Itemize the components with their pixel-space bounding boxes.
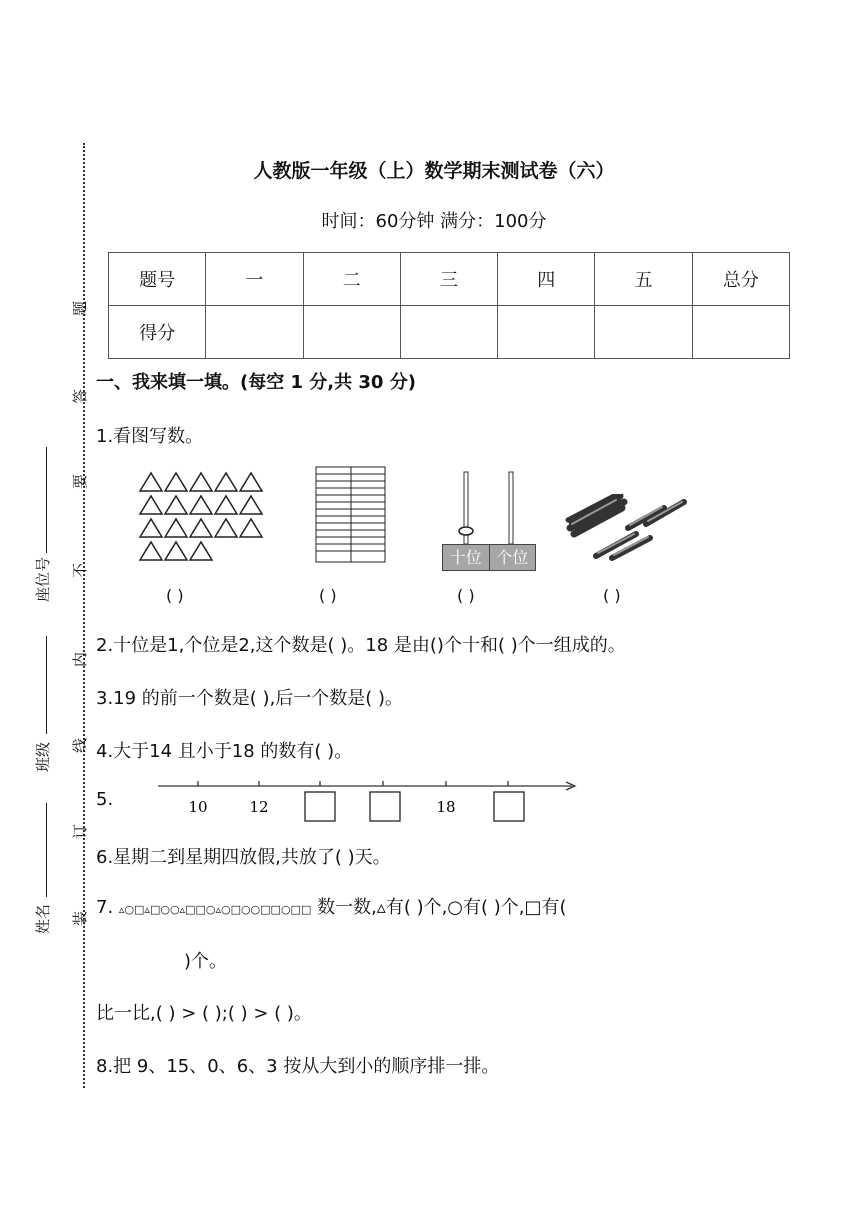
abacus-figure (440, 468, 536, 572)
margin-char: 内 (71, 651, 90, 668)
blank-box[interactable] (370, 792, 400, 821)
margin-char: 装 (71, 910, 90, 927)
margin-char: 要 (71, 473, 90, 490)
question-7-compare: 比一比,( ) > ( );( ) > ( )。 (96, 1003, 312, 1024)
table-row (109, 306, 790, 359)
question-7-number: 7. (96, 897, 114, 918)
table-cell: 一 (206, 253, 303, 306)
table-row (109, 253, 790, 306)
ones-label: 个位 (496, 548, 529, 567)
question-3: 3.19 的前一个数是( ),后一个数是( )。 (96, 688, 404, 709)
triangles-figure (138, 470, 270, 564)
blank-box[interactable] (494, 792, 524, 821)
question-1: 1.看图写数。 (96, 426, 204, 447)
margin-char: 不 (71, 562, 90, 579)
table-cell: 五 (595, 253, 692, 306)
score-cell[interactable] (692, 306, 789, 359)
tens-label: 十位 (443, 545, 490, 570)
score-cell[interactable] (303, 306, 400, 359)
table-cell: 总分 (692, 253, 789, 306)
abacus-base (442, 544, 536, 571)
abacus-rods (440, 468, 536, 546)
strips-figure (315, 466, 387, 564)
tick-label: 18 (436, 798, 456, 816)
score-cell[interactable] (400, 306, 497, 359)
sticks-figure (564, 494, 690, 564)
name-underline (46, 803, 47, 897)
score-cell[interactable] (206, 306, 303, 359)
table-cell: 二 (303, 253, 400, 306)
margin-char: 题 (71, 300, 90, 317)
question-7 (96, 893, 567, 919)
question-2: 2.十位是1,个位是2,这个数是( )。18 是由()个十和( )个一组成的。 (96, 635, 626, 656)
margin-char: 线 (71, 737, 90, 754)
table-cell: 三 (400, 253, 497, 306)
question-8: 8.把 9、15、0、6、3 按从大到小的顺序排一排。 (96, 1056, 500, 1077)
binding-dotted-line (83, 143, 85, 1088)
question-7-text: 数一数,▵有( )个,○有( )个,□有( (311, 897, 567, 918)
number-line (158, 778, 578, 824)
tick-label: 10 (188, 798, 208, 816)
tick-label: 12 (249, 798, 269, 816)
exam-info: 时间：60分钟 满分：100分 (321, 211, 547, 232)
answer-blank[interactable]: ( ) (319, 586, 337, 605)
answer-blank[interactable]: ( ) (166, 586, 184, 605)
score-cell[interactable] (595, 306, 692, 359)
score-table (108, 252, 790, 359)
class-underline (46, 636, 47, 734)
name-label: 姓名 (34, 903, 52, 934)
question-5: 5. (96, 789, 114, 810)
seat-underline (46, 447, 47, 553)
blank-box[interactable] (305, 792, 335, 821)
page-title: 人教版一年级（上）数学期末测试卷（六） (253, 160, 615, 182)
seat-number-label: 座位号 (34, 556, 52, 602)
table-cell: 得分 (109, 306, 206, 359)
question-7-continued: )个。 (184, 951, 228, 972)
score-cell[interactable] (498, 306, 595, 359)
table-cell: 题号 (109, 253, 206, 306)
question-6: 6.星期二到星期四放假,共放了( )天。 (96, 847, 391, 868)
answer-blank[interactable]: ( ) (603, 586, 621, 605)
answer-blank[interactable]: ( ) (457, 586, 475, 605)
shape-sequence: ▵○□▵□○○▵□□○▵○□○○□□○□□ (118, 903, 312, 916)
class-label: 班级 (34, 741, 52, 772)
table-cell: 四 (498, 253, 595, 306)
section-1-title: 一、我来填一填。(每空 1 分,共 30 分) (96, 372, 416, 393)
margin-char: 订 (71, 823, 90, 840)
question-4: 4.大于14 且小于18 的数有( )。 (96, 741, 353, 762)
margin-char: 答 (71, 388, 90, 405)
